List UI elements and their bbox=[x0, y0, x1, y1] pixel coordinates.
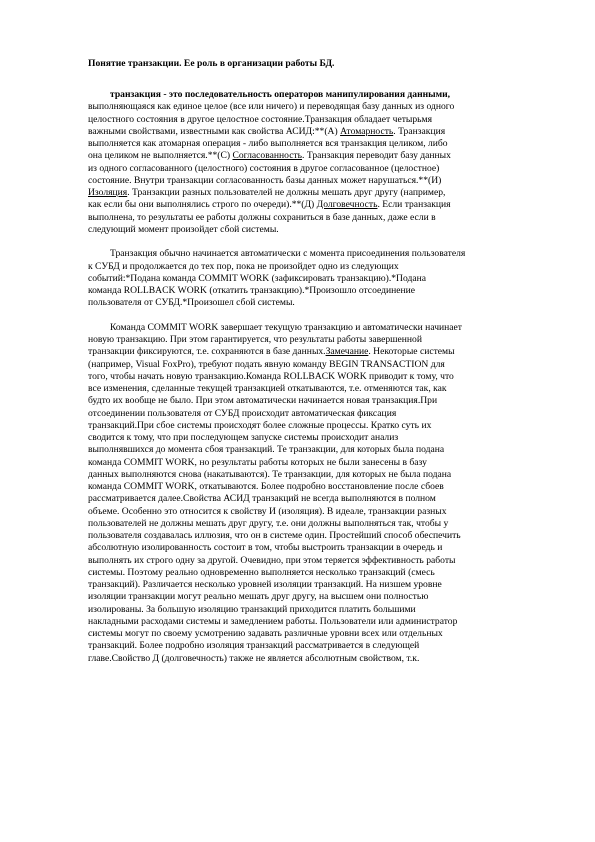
text-line: выполнена, то результаты ее работы должны сохраниться в базе данных, даже если в bbox=[88, 211, 436, 223]
paragraph-transaction-start bbox=[88, 248, 533, 309]
text-line: сводится к тому, что при последующем запуске системы происходит анализ bbox=[88, 432, 399, 443]
text-line: важными свойствами, известными как свойства АСИД:**(А) Атомарность. Транзакция bbox=[88, 125, 446, 137]
text-line: целостного состояния в другое целостное состояние.Транзакция обладает четырьмя bbox=[88, 113, 433, 125]
text-line: транзакций. Более подробно изоляция транзакций рассматривается в следующей bbox=[88, 640, 420, 652]
text-line: транзакций.При сбое системы происходят более сложные процессы. Кратко суть их bbox=[88, 419, 432, 431]
text-line: Изоляция. Транзакции разных пользователей не должны мешать друг другу (например, bbox=[88, 187, 446, 198]
text-line: команда ROLLBACK WORK (откатить транзакцию).*Произошло отсоединение bbox=[88, 285, 416, 296]
text-line: того, чтобы начать новую транзакцию.Команда ROLLBACK WORK приводит к тому, что bbox=[88, 370, 454, 382]
text-line: пользователя от СУБД.*Произошел сбой системы. bbox=[88, 297, 295, 309]
text-line: пользователей не должны мешать друг другу, т.е. они должны выполняться так, чтобы у bbox=[88, 517, 449, 529]
text-line: состояние. Внутри транзакции согласованность базы данных может нарушаться.**(И) bbox=[88, 174, 442, 186]
text-line: (например, Visual FoxPro), требуют подать явную команду BEGIN TRANSACTION для bbox=[88, 358, 445, 370]
term-durability: Долговечность bbox=[316, 199, 378, 211]
text-line: данных выполняются снова (накатываются). Те транзакции, для которых не была подана bbox=[88, 468, 452, 480]
term-consistency: Согласованность bbox=[232, 150, 303, 162]
text-line: пользователя создавалась иллюзия, что он в системе один. Простейший способ обеспечить bbox=[88, 530, 461, 541]
text-line: транзакция - это последовательность операторов манипулирования данными, bbox=[110, 89, 451, 100]
text-line: Транзакция обычно начинается автоматически с момента присоединения пользователя bbox=[110, 248, 466, 260]
paragraph-commit-rollback bbox=[88, 322, 533, 665]
text-line: команда COMMIT WORK, но результаты работы которых не были занесены в базу bbox=[88, 456, 427, 468]
text-line: выполняется как атомарная операция - либо выполняется вся транзакция целиком, либо bbox=[88, 138, 448, 149]
term-note: Замечание bbox=[325, 346, 369, 358]
text-line: изоляции транзакции могут реально мешать друг другу, на высшем они полностью bbox=[88, 591, 429, 603]
term-isolation: Изоляция bbox=[88, 187, 128, 198]
text-line: будто их вообще не было. При этом автоматически начинается новая транзакция.При bbox=[88, 395, 438, 407]
text-line: главе.Свойство Д (долговечность) также не является абсолютным свойством, т.к. bbox=[88, 652, 420, 664]
document-title: Понятие транзакции. Ее роль в организации работы БД. bbox=[88, 58, 335, 69]
text-line: событий:*Подана команда COMMIT WORK (зафиксировать транзакцию).*Подана bbox=[88, 272, 427, 284]
text-line: она целиком не выполняется.**(С) Согласованность. Транзакция переводит базу данных bbox=[88, 150, 451, 162]
text-line: как если бы они выполнялись строго по очереди).**(Д) Долговечность. Если транзакция bbox=[88, 199, 451, 211]
text-line: Команда COMMIT WORK завершает текущую транзакцию и автоматически начинает bbox=[110, 321, 462, 333]
text-line: рассматривается далее.Свойства АСИД транзакций не всегда выполняются в полном bbox=[88, 493, 436, 505]
text-line: выполнявшихся до момента сбоя транзакций. Те транзакции, для которых была подана bbox=[88, 444, 445, 456]
text-line: накладными расходами системы и замедлением работы. Пользователи или администратор bbox=[88, 615, 458, 627]
text-line: системы могут по своему усмотрению задавать различные уровни всех или отдельных bbox=[88, 628, 443, 639]
text-line: изолированы. За большую изоляцию транзакций приходится платить большими bbox=[88, 603, 416, 615]
text-line: выполнять их строго одну за другой. Очевидно, при этом теряется эффективность работы bbox=[88, 554, 456, 566]
text-line: все изменения, сделанные текущей транзакцией откатываются, т.е. отменяются так, как bbox=[88, 383, 447, 394]
text-line: транзакций). Различается несколько уровней изоляции транзакций. На низшем уровне bbox=[88, 579, 442, 590]
text-line: выполняющаяся как единое целое (все или ничего) и переводящая базу данных из одного bbox=[88, 101, 455, 113]
text-line: следующий момент произойдет сбой системы. bbox=[88, 223, 279, 235]
text-line: новую транзакцию. При этом гарантируется, что результаты работы завершенной bbox=[88, 334, 422, 345]
text-line: отсоединении пользователя от СУБД происходит автоматическая фиксация bbox=[88, 407, 397, 419]
paragraph-definition bbox=[88, 89, 533, 236]
text-line: абсолютную изолированность состоит в том, чтобы выстроить транзакции в очередь и bbox=[88, 542, 443, 554]
text-line: из одного согласованного (целостного) состояния в другое согласованное (целостное) bbox=[88, 162, 440, 174]
text-line: к СУБД и продолжается до тех пор, пока не произойдет одно из следующих bbox=[88, 260, 399, 272]
term-atomicity: Атомарность bbox=[340, 125, 394, 137]
text-line: команда COMMIT WORK, откатываются. Более подробно восстановление после сбоев bbox=[88, 481, 444, 492]
text-line: системы. Поэтому реально одновременно выполняется несколько транзакций (смесь bbox=[88, 566, 435, 578]
text-line: объеме. Особенно это относится к свойству И (изоляция). В идеале, транзакции разных bbox=[88, 505, 447, 517]
text-line: транзакции фиксируются, т.е. сохраняются в базе данных.Замечание. Некоторые системы bbox=[88, 346, 455, 358]
